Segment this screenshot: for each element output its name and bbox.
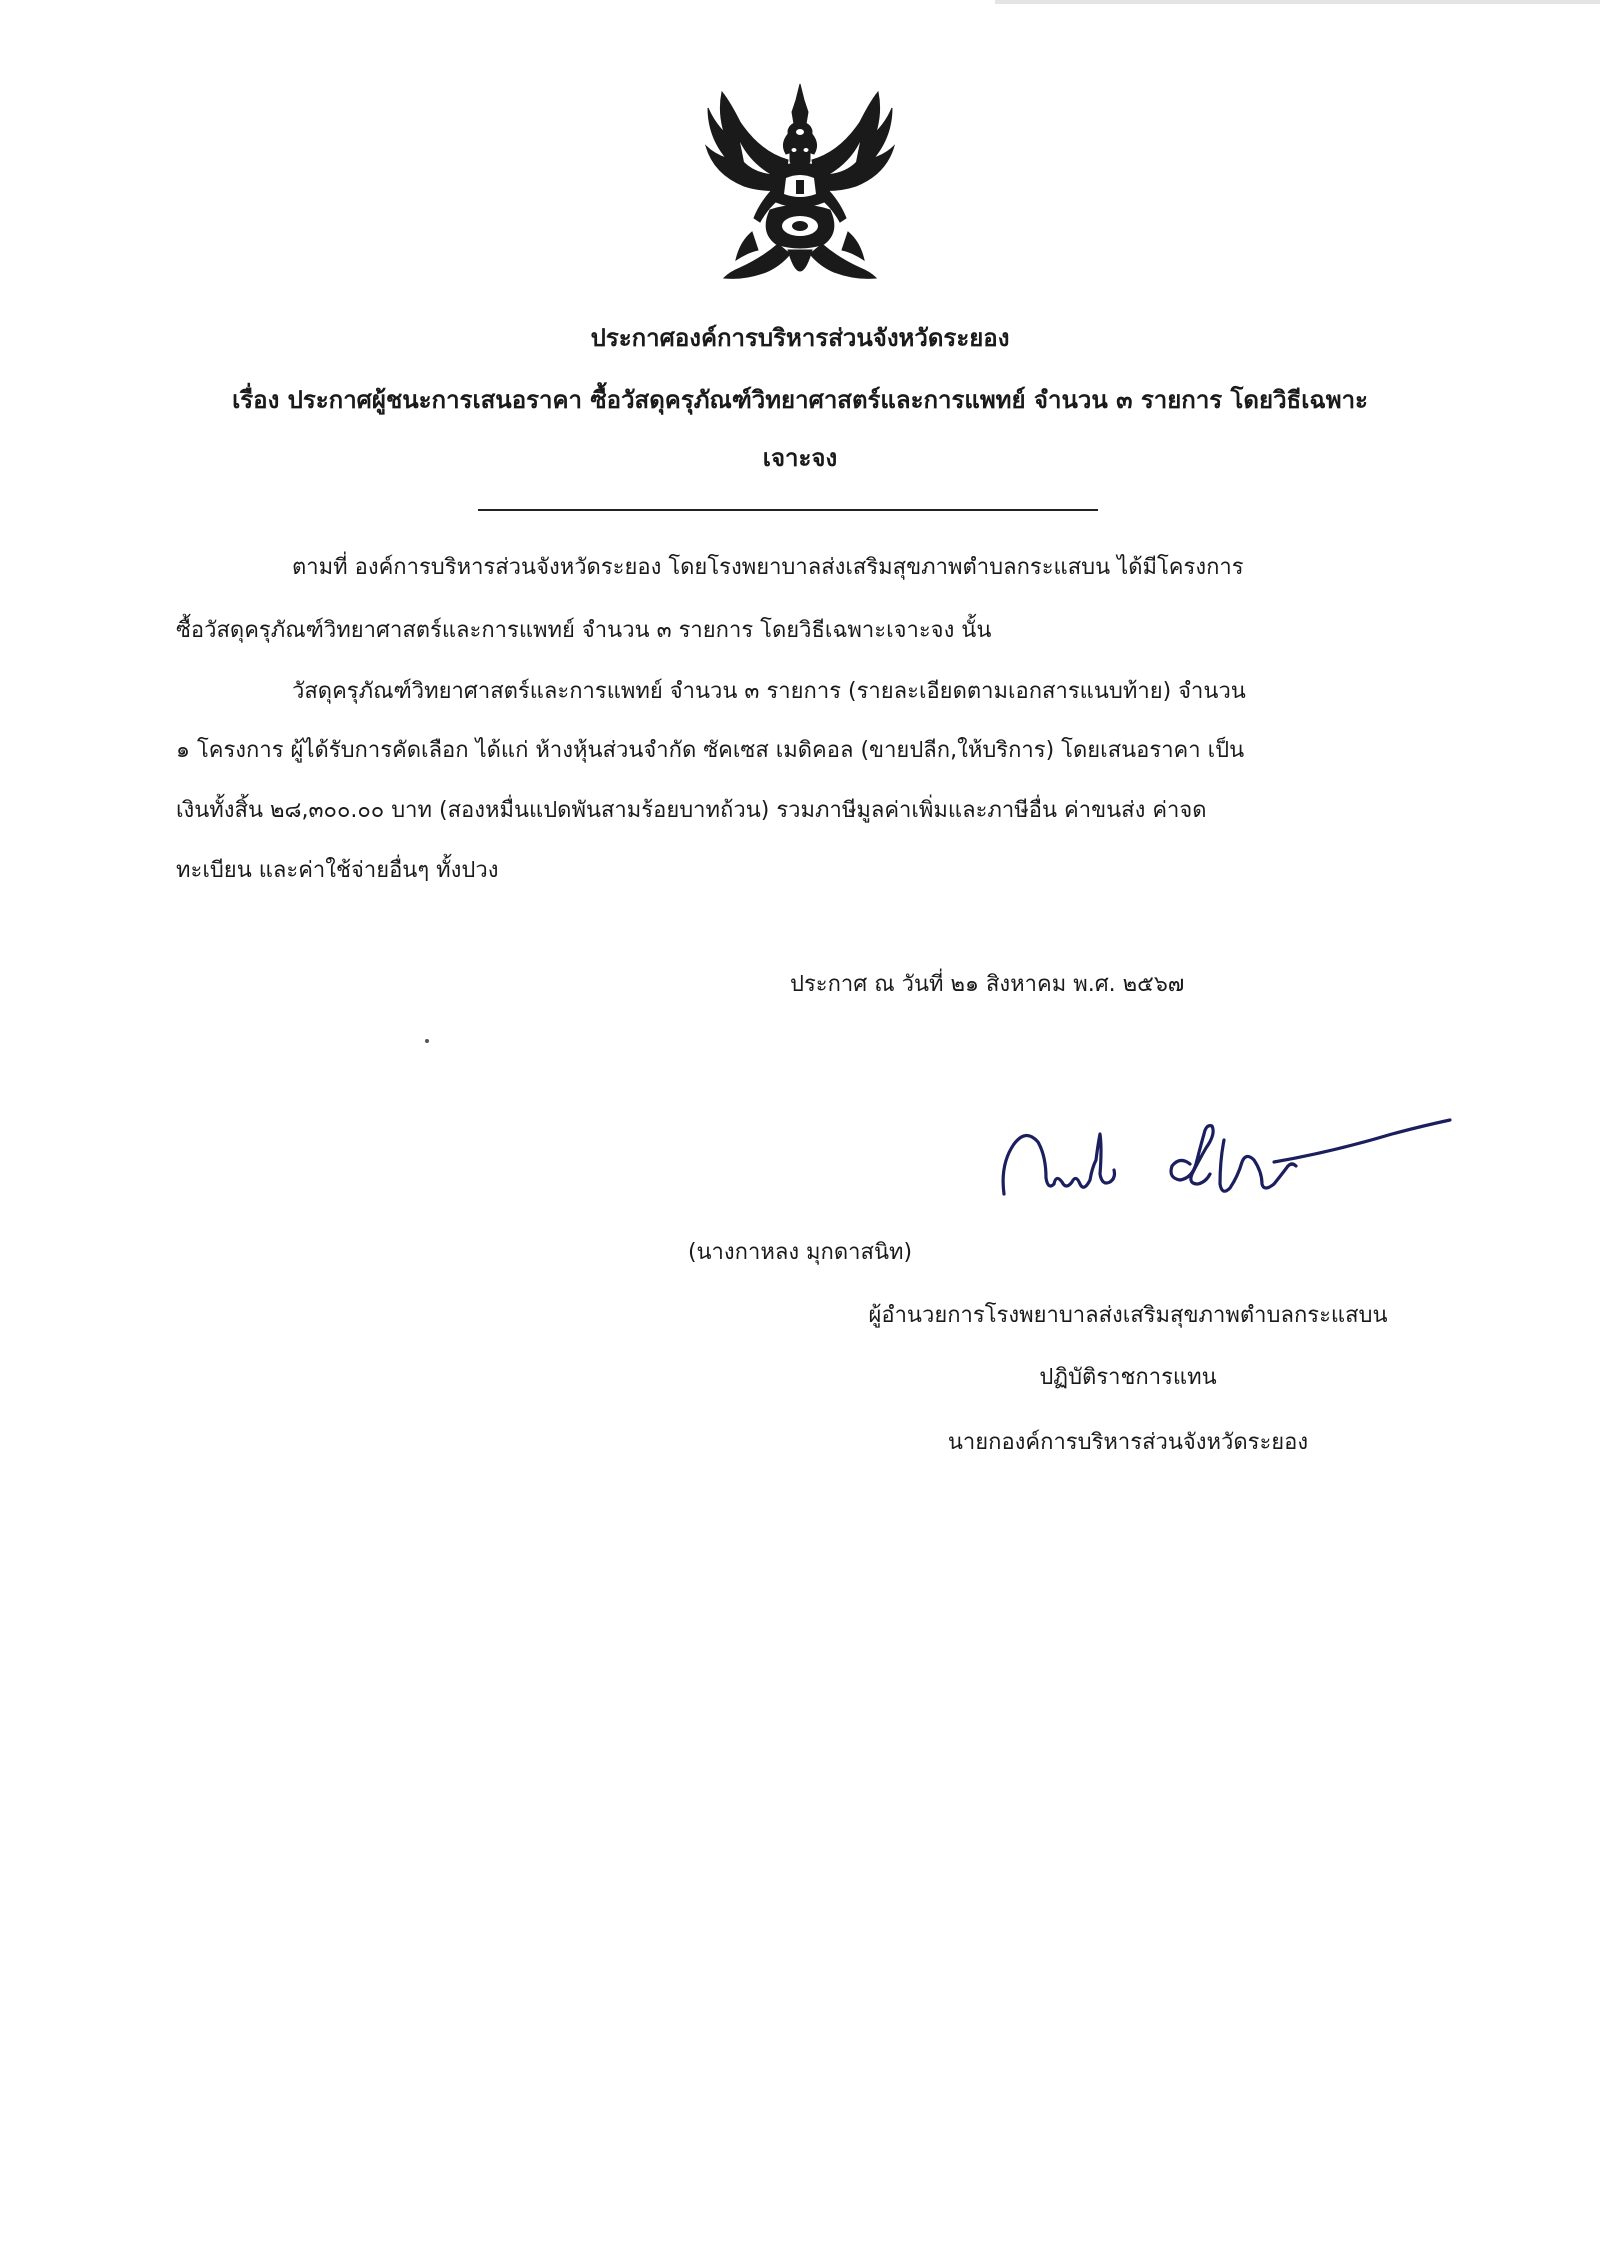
subject-line-2: เจาะจง xyxy=(762,444,838,472)
signatory-position: ผู้อำนวยการโรงพยาบาลส่งเสริมสุขภาพตำบลกระแสบน xyxy=(868,1303,1388,1328)
paragraph-2-line-3: เงินทั้งสิ้น ๒๘,๓๐๐.๐๐ บาท (สองหมื่นแปดพันสามร้อยบาทถ้วน) รวมภาษีมูลค่าเพิ่มและภาษีอื่น ค่าขนส่ง ค่าจด xyxy=(176,798,1207,823)
announcement-date: ประกาศ ณ วันที่ ๒๑ สิงหาคม พ.ศ. ๒๕๖๗ xyxy=(790,972,1185,997)
paragraph-2-line-2: ๑ โครงการ ผู้ได้รับการคัดเลือก ได้แก่ ห้างหุ้นส่วนจำกัด ซัคเซส เมดิคอล (ขายปลีก,ให้บริการ) โดยเสนอราคา เป็น xyxy=(176,738,1245,763)
document-title: ประกาศองค์การบริหารส่วนจังหวัดระยอง xyxy=(590,324,1010,352)
subject-line-1: เรื่อง ประกาศผู้ชนะการเสนอราคา ซื้อวัสดุครุภัณฑ์วิทยาศาสตร์และการแพทย์ จำนวน ๓ รายการ โดยวิธีเฉพาะ xyxy=(232,386,1368,414)
scan-speck xyxy=(425,1039,429,1043)
acting-on-behalf: ปฏิบัติราชการแทน xyxy=(1039,1365,1217,1390)
paragraph-1-line-1: ตามที่ องค์การบริหารส่วนจังหวัดระยอง โดยโรงพยาบาลส่งเสริมสุขภาพตำบลกระแสบน ได้มีโครงการ xyxy=(292,555,1244,580)
on-behalf-of: นายกองค์การบริหารส่วนจังหวัดระยอง xyxy=(947,1430,1309,1455)
paragraph-1-line-2: ซื้อวัสดุครุภัณฑ์วิทยาศาสตร์และการแพทย์ จำนวน ๓ รายการ โดยวิธีเฉพาะเจาะจง นั้น xyxy=(176,618,992,643)
garuda-emblem-icon xyxy=(700,82,900,297)
scan-edge xyxy=(995,0,1600,4)
paragraph-2-line-1: วัสดุครุภัณฑ์วิทยาศาสตร์และการแพทย์ จำนวน ๓ รายการ (รายละเอียดตามเอกสารแนบท้าย) จำนวน xyxy=(292,679,1246,704)
handwritten-signature xyxy=(992,1104,1452,1214)
paragraph-2-line-4: ทะเบียน และค่าใช้จ่ายอื่นๆ ทั้งปวง xyxy=(176,858,499,883)
title-divider xyxy=(478,509,1098,511)
signatory-name: (นางกาหลง มุกดาสนิท) xyxy=(687,1240,913,1265)
